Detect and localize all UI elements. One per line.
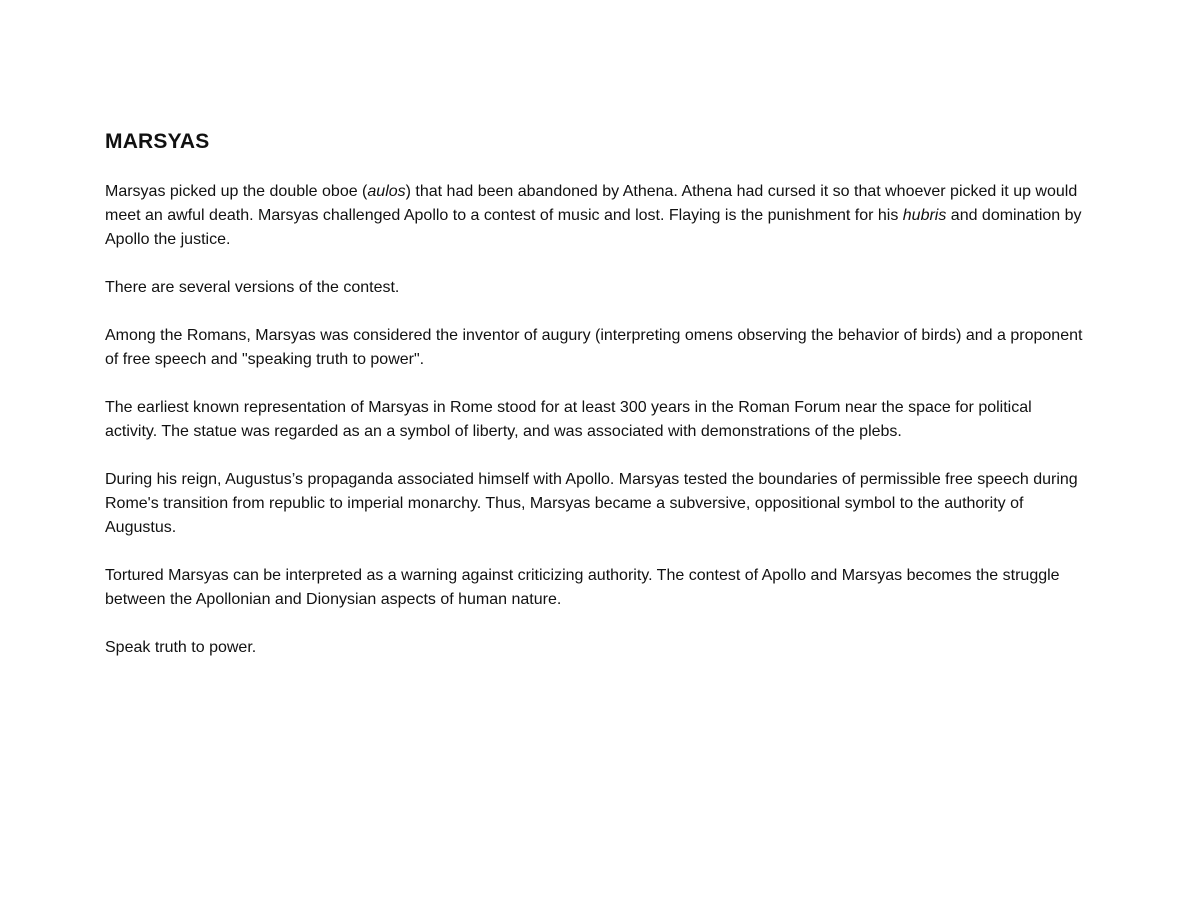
page-title: MARSYAS: [105, 130, 210, 153]
paragraph-text: and domination by Apollo the justice.: [105, 207, 1082, 248]
paragraph-tortured: Tortured Marsyas can be interpreted as a warning against criticizing authority. The contest of Apollo and Marsyas becomes the struggle between the Apollonian and Dionysian aspects of human nature.: [105, 567, 1060, 608]
paragraph-closing: Speak truth to power.: [105, 639, 257, 656]
paragraph-romans: Among the Romans, Marsyas was considered the inventor of augury (interpreting omens observing the behavior of birds) and a proponent of free speech and "speaking truth to power".: [105, 327, 1083, 368]
document-page: [105, 128, 1085, 684]
paragraph-augustus: During his reign, Augustus’s propaganda associated himself with Apollo. Marsyas tested the boundaries of permissible free speech during Rome's transition from republic to imperial monarchy. Thus, Marsyas became a subversive, oppositional symbol to the authority of Augustus.: [105, 471, 1078, 536]
italic-term-hubris: hubris: [902, 207, 947, 224]
paragraph-text: ) that had been abandoned by Athena. Athena had cursed it so that whoever picked it up would meet an awful death. Marsyas challenged Apollo to a contest of music and lost. Flaying is the punishment for his: [105, 183, 1078, 224]
paragraph-text: Marsyas picked up the double oboe (: [105, 183, 368, 200]
paragraph-aulos: [105, 180, 1085, 252]
paragraph-versions: There are several versions of the contest.: [105, 279, 400, 296]
paragraph-statue: The earliest known representation of Marsyas in Rome stood for at least 300 years in the Roman Forum near the space for political activity. The statue was regarded as an a symbol of liberty, and was associated with demonstrations of the plebs.: [105, 399, 1032, 440]
italic-term-aulos: aulos: [367, 183, 406, 200]
